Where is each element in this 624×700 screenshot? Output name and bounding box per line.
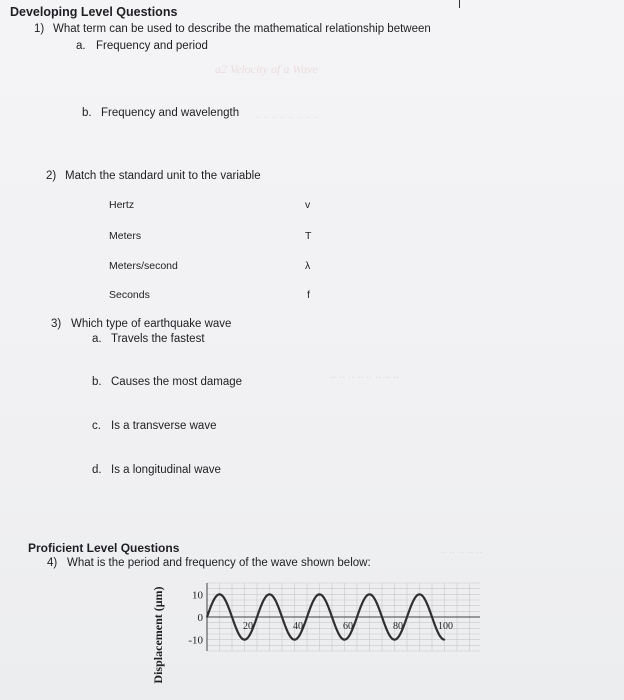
variable-item: v bbox=[305, 199, 311, 211]
q3-a-marker: a. bbox=[92, 333, 102, 345]
y-tick-label: 0 bbox=[197, 612, 203, 624]
q3-number: 3) bbox=[51, 318, 62, 330]
bleed-through-text: ·· ·· ·· ·· ·· ·· ·· ·· bbox=[330, 370, 399, 384]
y-tick-label: -10 bbox=[188, 634, 203, 647]
q3-d-marker: d. bbox=[92, 464, 102, 476]
q1-b-text: Frequency and wavelength bbox=[101, 107, 240, 119]
data-point bbox=[394, 639, 396, 641]
data-point bbox=[406, 616, 408, 618]
variable-item: f bbox=[307, 289, 310, 301]
x-tick-label: 100 bbox=[438, 621, 453, 632]
variable-item: T bbox=[305, 230, 312, 242]
q3-b-text: Causes the most damage bbox=[111, 376, 243, 388]
unit-item: Meters bbox=[109, 230, 142, 242]
y-tick-labels bbox=[188, 589, 203, 646]
bleed-through-text: ·· ·· ·· ·· ·· bbox=[440, 545, 482, 559]
q4-number: 4) bbox=[47, 557, 58, 569]
x-tick-label: 20 bbox=[243, 621, 253, 632]
data-point bbox=[306, 616, 308, 618]
data-point bbox=[231, 616, 233, 618]
x-tick-label: 80 bbox=[393, 621, 403, 632]
bleed-through-text: a2 Velocity of a Wave bbox=[215, 62, 318, 76]
wave-chart bbox=[150, 575, 480, 700]
page-edge-mark bbox=[459, 0, 460, 8]
q3-a-text: Travels the fastest bbox=[111, 333, 205, 345]
data-point bbox=[294, 639, 296, 641]
data-point bbox=[206, 616, 208, 618]
data-point bbox=[219, 594, 221, 596]
data-point bbox=[256, 616, 258, 618]
q3-text: Which type of earthquake wave bbox=[71, 318, 232, 330]
x-tick-label: 60 bbox=[343, 621, 353, 632]
data-point bbox=[356, 616, 358, 618]
heading-proficient: Proficient Level Questions bbox=[28, 541, 180, 555]
y-axis-label: Displacement (μm) bbox=[151, 586, 165, 684]
unit-item: Seconds bbox=[109, 289, 150, 301]
q2-text: Match the standard unit to the variable bbox=[65, 170, 261, 182]
q1-number: 1) bbox=[34, 23, 45, 35]
data-point bbox=[269, 594, 271, 596]
data-point bbox=[319, 594, 321, 596]
data-point bbox=[381, 616, 383, 618]
q1-a-marker: a. bbox=[76, 40, 86, 52]
data-point bbox=[331, 616, 333, 618]
q1-a-text: Frequency and period bbox=[96, 40, 208, 52]
data-point bbox=[344, 639, 346, 641]
q3-c-marker: c. bbox=[92, 420, 101, 432]
data-point bbox=[444, 639, 446, 641]
q3-b-marker: b. bbox=[92, 376, 102, 388]
unit-item: Meters/second bbox=[109, 260, 178, 272]
data-point bbox=[369, 594, 371, 596]
unit-item: Hertz bbox=[109, 199, 135, 211]
variable-item: λ bbox=[305, 260, 311, 272]
x-tick-label: 40 bbox=[293, 621, 303, 632]
q1-text: What term can be used to describe the mathematical relationship between bbox=[53, 23, 431, 35]
q4-text: What is the period and frequency of the wave shown below: bbox=[67, 557, 371, 569]
q3-d-text: Is a longitudinal wave bbox=[111, 464, 221, 476]
data-point bbox=[431, 616, 433, 618]
y-tick-label: 10 bbox=[192, 589, 203, 602]
q2-number: 2) bbox=[46, 170, 57, 182]
data-point bbox=[244, 639, 246, 641]
data-point bbox=[281, 616, 283, 618]
bleed-through-text: ·· ·· ·· ·· ·· ·· ·· ·· bbox=[255, 112, 319, 124]
q1-b-marker: b. bbox=[82, 107, 92, 119]
q3-c-text: Is a transverse wave bbox=[111, 420, 217, 432]
chart-grid bbox=[207, 583, 480, 651]
data-point bbox=[419, 594, 421, 596]
heading-developing: Developing Level Questions bbox=[10, 5, 178, 19]
